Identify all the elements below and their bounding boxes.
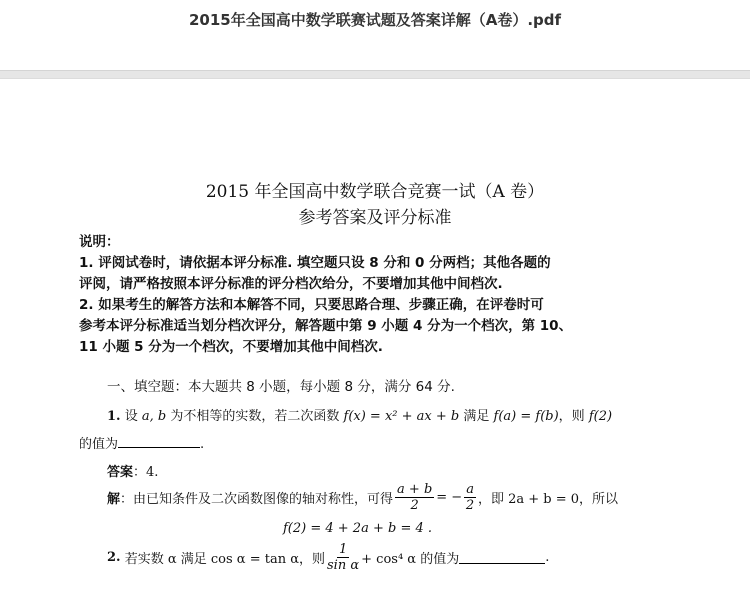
solution-label: 解 (107, 492, 121, 507)
q1-answer (107, 461, 158, 480)
note-2-line-3: 11 小题 5 分为一个档次，不要增加其他中间档次. (79, 339, 383, 355)
viewer-titlebar (0, 0, 750, 70)
question-1-line-1 (107, 405, 612, 424)
document-title: 2015 年全国高中数学联合竞赛一试（A 卷） (205, 182, 545, 202)
question-2-number: 2. (107, 550, 121, 565)
solution-text-2: ，即 2a + b = 0，所以 (477, 492, 619, 507)
answer-blank (118, 435, 200, 448)
q1-target: f(2) (588, 409, 613, 424)
note-1-line-1: 1. 评阅试卷时，请依据本评分标准. 填空题只设 8 分和 0 分两档；其他各题的 (79, 255, 551, 271)
q1-text-d: ，则 (558, 409, 585, 424)
q1-line2-end: . (200, 437, 205, 452)
q1-line2-text: 的值为 (79, 437, 119, 452)
notes-label: 说明： (79, 234, 120, 250)
note-2-line-1: 2. 如果考生的解答方法和本解答不同，只要思路合理、步骤正确，在评卷时可 (79, 297, 544, 313)
fraction-1-over-sin: $\frac{1}{\text{sin α}}$ (327, 542, 360, 573)
q1-vars: a, b (141, 409, 167, 424)
q1-result: f(2) = 4 + 2a + b = 4 . (283, 521, 433, 536)
question-2-line-1 (107, 542, 549, 573)
document-subtitle: 参考答案及评分标准 (298, 208, 452, 228)
q1-text-c: 满足 (463, 409, 490, 424)
q1-text-a: 设 (124, 409, 138, 424)
q1-text-b: 为不相等的实数，若二次函数 (170, 409, 340, 424)
question-1-number: 1. (107, 409, 121, 424)
q2-text-b: + cos⁴ α 的值为 (361, 552, 460, 567)
q1-solution (107, 482, 618, 513)
answer-blank-2 (459, 551, 545, 564)
fraction-a-plus-b-over-2: $\frac{a + b}{2}$ (397, 482, 433, 513)
answer-value: ：4. (133, 465, 159, 480)
note-1-line-2: 评阅，请严格按照本评分标准的评分档次给分，不要增加其他中间档次. (79, 276, 503, 292)
note-2-line-2: 参考本评分标准适当划分档次评分，解答题中第 9 小题 4 分为一个档次，第 10、 (79, 318, 573, 334)
q2-text-a: 若实数 α 满足 cos α = tan α，则 (124, 552, 326, 567)
toolbar-divider (0, 70, 750, 79)
q1-condition: f(a) = f(b) (493, 409, 559, 424)
equals-minus: = − (436, 490, 463, 505)
q2-text-end: . (545, 550, 550, 565)
fraction-a-over-2: $\frac{a}{2}$ (465, 482, 475, 513)
q1-function: f(x) = x² + ax + b (343, 409, 460, 424)
section-1-heading: 一、填空题：本大题共 8 小题，每小题 8 分，满分 64 分. (107, 379, 455, 395)
file-title: 2015年全国高中数学联赛试题及答案详解（A卷）.pdf (188, 11, 562, 29)
question-1-line-2 (79, 433, 204, 452)
answer-label: 答案 (107, 465, 134, 480)
solution-text: ：由已知条件及二次函数图像的轴对称性，可得 (120, 492, 394, 507)
